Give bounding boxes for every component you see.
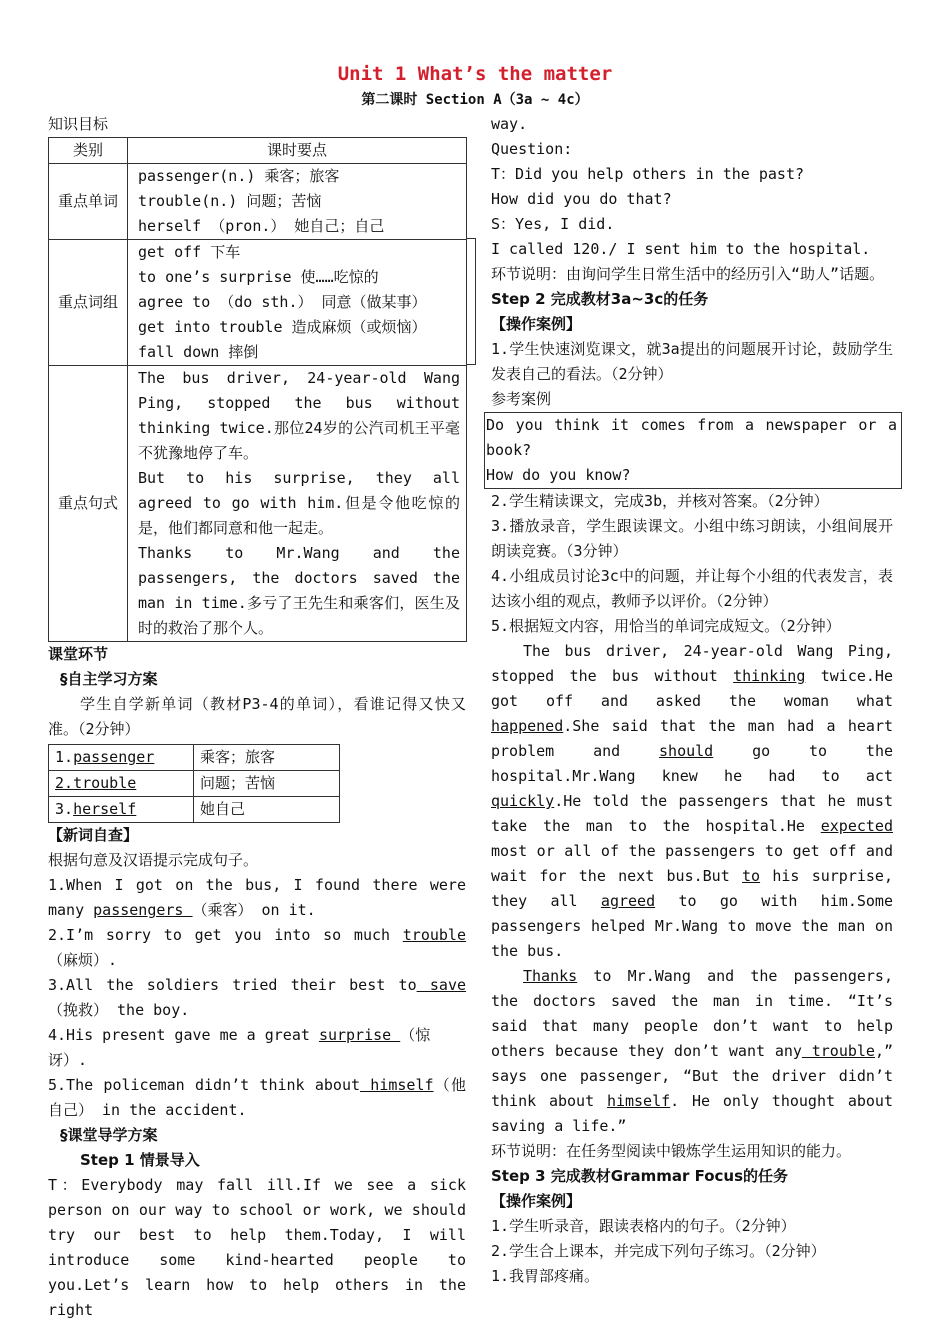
self-study-heading: §自主学习方案 (60, 670, 158, 688)
reference-case-label: 参考案例 (491, 390, 552, 408)
note-2: 环节说明：在任务型阅读中锻炼学生运用知识的能力。 (491, 1142, 852, 1160)
guide-heading: §课堂导学方案 (60, 1126, 158, 1144)
row-line: get into trouble 造成麻烦（或烦恼） (138, 318, 427, 336)
page-subtitle: 第二课时 Section A（3a ~ 4c） (361, 92, 589, 108)
row-line: agree to （do sth.） 同意（做某事） (138, 293, 427, 311)
row-category: 重点句式 (49, 366, 128, 642)
student-line: I called 120./ I sent him to the hospital. (491, 240, 871, 258)
question-label: Question: (491, 140, 573, 158)
exercise-5: 5.The policeman didn’t think about himself（他自己） in the accident. (48, 1076, 466, 1119)
vocab-num: 1. (55, 748, 74, 766)
vocab-table (48, 744, 340, 823)
answer-blank: should (659, 742, 714, 760)
step1-heading: Step 1 情景导入 (80, 1151, 200, 1169)
answer-blank: himself (360, 1076, 434, 1094)
vocab-word: passenger (73, 748, 155, 766)
table-border-overlay (466, 238, 476, 365)
vocab-row (49, 797, 340, 823)
vocab-num: 2. (55, 774, 74, 792)
vocab-row (49, 771, 340, 797)
answer-blank: trouble (402, 926, 466, 944)
answer-blank: save (416, 976, 467, 994)
answer-blank: agreed (600, 892, 656, 910)
answer-blank: quickly (491, 792, 555, 810)
vocab-row (49, 745, 340, 771)
page-title: Unit 1 What’s the matter (337, 63, 613, 85)
teacher-line: T：Did you help others in the past? (491, 165, 805, 183)
vocab-word: trouble (73, 774, 137, 792)
row-line: But to his surprise, they all agreed to go with him.但是令他吃惊的是，他们都同意和他一起走。 (138, 469, 460, 537)
passage-paragraph-1: The bus driver, 24-year-old Wang Ping, stopped the bus without thinking twice.He got off and asked the woman what happened.She said that the man had a heart problem and should go to the hospital.Mr.Wang knew he had to act quickly.He told the passengers that he must take the man to the hospital.He expected most or all of the passengers to get off and wait for the next bus.But to his surprise, they all agreed to go with him.Some passengers helped Mr.Wang to move the man on the bus. (491, 642, 894, 960)
table-row (49, 366, 467, 642)
answer-blank: surprise (318, 1026, 401, 1044)
answer-blank: to (742, 867, 761, 885)
continued-text: way. (491, 115, 528, 133)
exercise-3: 3.All the soldiers tried their best to save（挽救） the boy. (48, 976, 467, 1019)
step2-item-4: 4.小组成员讨论3c中的问题，并让每个小组的代表发言，表达该小组的观点，教师予以评价。（2分钟） (491, 567, 893, 610)
step3-item-1: 1.学生听录音，跟读表格内的句子。（2分钟） (491, 1217, 796, 1235)
vocab-word: herself (73, 800, 137, 818)
step2-item-2: 2.学生精读课文，完成3b，并核对答案。（2分钟） (491, 492, 829, 510)
vocab-meaning: 问题；苦恼 (194, 771, 340, 797)
box-line: Do you think it comes from a newspaper or a book? (486, 416, 897, 459)
row-line: passenger(n.) 乘客；旅客 (138, 167, 340, 185)
step2-heading: Step 2 完成教材3a~3c的任务 (491, 290, 709, 308)
passage-paragraph-2: Thanks to Mr.Wang and the passengers, the doctors saved the man in time. “It’s said that many people don’t want to help others because they don’t want any trouble,” says one passenger, “But the driver didn’t think about himself. He only thought about saving a life.” (491, 967, 894, 1135)
vocab-meaning: 乘客；旅客 (194, 745, 340, 771)
answer-blank: himself (606, 1092, 671, 1110)
step3-item-3: 1.我胃部疼痛。 (491, 1267, 600, 1285)
student-line: S：Yes, I did. (491, 215, 615, 233)
table-row (49, 240, 467, 366)
right-column (486, 112, 897, 1289)
answer-blank: expected (820, 817, 893, 835)
answer-blank: passengers (93, 901, 193, 919)
step2-item-3: 3.播放录音，学生跟读课文。小组中练习朗读，小组间展开朗读竞赛。（3分钟） (491, 517, 893, 560)
row-content (128, 366, 467, 642)
box-line: How do you know? (486, 466, 631, 484)
table-row (49, 164, 467, 240)
header-category: 类别 (49, 138, 128, 164)
row-line: herself （pron.） 她自己；自己 (138, 217, 385, 235)
step2-item-5: 5.根据短文内容，用恰当的单词完成短文。（2分钟） (491, 617, 841, 635)
case-heading: 【操作案例】 (491, 315, 582, 333)
row-line: to one’s surprise 使……吃惊的 (138, 268, 379, 286)
step2-item-1: 1.学生快速浏览课文，就3a提出的问题展开讨论，鼓励学生发表自己的看法。（2分钟） (491, 340, 893, 383)
case-heading: 【操作案例】 (491, 1192, 582, 1210)
exercise-1: 1.When I got on the bus, I found there were many passengers （乘客） on it. (48, 876, 466, 919)
left-column (48, 112, 466, 1323)
step3-heading: Step 3 完成教材Grammar Focus的任务 (491, 1167, 789, 1185)
row-line: Thanks to Mr.Wang and the passengers, the doctors saved the man in time.多亏了王先生和乘客们，医生及时的救治了那个人。 (138, 544, 460, 637)
row-category: 重点词组 (49, 240, 128, 366)
step3-item-2: 2.学生合上课本，并完成下列句子练习。（2分钟） (491, 1242, 826, 1260)
answer-blank: Thanks (523, 967, 578, 985)
check-heading: 【新词自查】 (48, 826, 139, 844)
row-content (128, 240, 467, 366)
row-line: trouble(n.) 问题；苦恼 (138, 192, 322, 210)
teacher-line: How did you do that? (491, 190, 672, 208)
reference-box (484, 412, 902, 489)
table-header-row (49, 138, 467, 164)
row-line: The bus driver, 24-year-old Wang Ping, stopped the bus without thinking twice.那位24岁的公汽司机王平毫不犹豫地停了车。 (138, 369, 460, 462)
self-study-text: 学生自学新单词（教材P3-4的单词），看谁记得又快又准。（2分钟） (48, 695, 466, 738)
knowledge-title: 知识目标 (48, 115, 109, 133)
exercise-2: 2.I’m sorry to get you into so much trouble（麻烦）. (48, 926, 466, 969)
answer-blank: happened (491, 717, 564, 735)
header-points: 课时要点 (128, 138, 467, 164)
row-category: 重点单词 (49, 164, 128, 240)
check-intro: 根据句意及汉语提示完成句子。 (48, 851, 259, 869)
answer-blank: trouble (801, 1042, 875, 1060)
row-line: fall down 摔倒 (138, 343, 259, 361)
note-1: 环节说明：由询问学生日常生活中的经历引入“助人”话题。 (491, 265, 885, 283)
vocab-meaning: 她自己 (194, 797, 340, 823)
step1-text: T：Everybody may fall ill.If we see a sick person on our way to school or work, we should try our best to help them.Today, I will introduce some kind-hearted people to you.Let’s learn how to help others in the right (48, 1176, 466, 1319)
knowledge-table (48, 137, 467, 642)
answer-blank: thinking (733, 667, 806, 685)
class-section-heading: 课堂环节 (48, 645, 109, 663)
row-line: get off 下车 (138, 243, 241, 261)
row-content (128, 164, 467, 240)
exercise-4: 4.His present gave me a great surprise （惊讶）. (48, 1026, 431, 1069)
vocab-num: 3. (55, 800, 74, 818)
